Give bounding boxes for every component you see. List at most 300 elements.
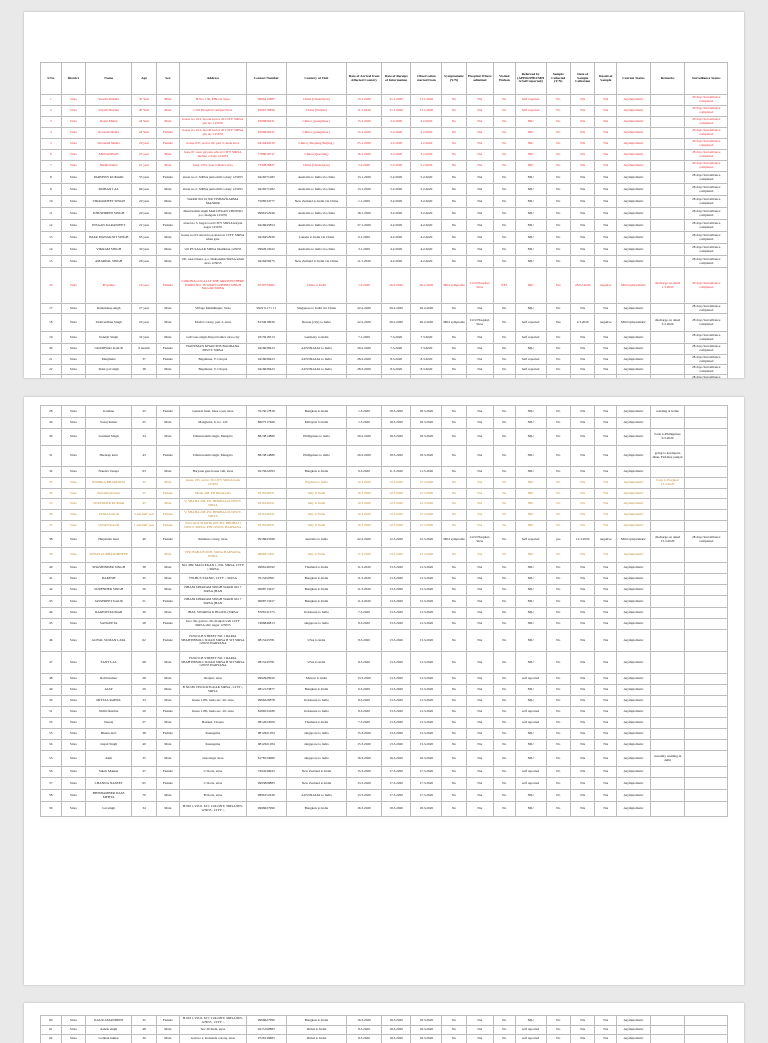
table-cell: Australia to India via china [286,220,346,232]
table-cell: CORONA LOCALLY SHE ARRIVED HERE WARD NO. 18 SHAH GOBIND SINGH NAGAR SIRSA [179,268,246,304]
table-cell: NA [466,696,493,707]
table-cell: NA [466,418,493,429]
table-cell: No [442,790,466,802]
table-cell: 9416571282 [246,172,286,184]
table-cell: 28 days Surveillance completed [685,304,728,314]
table-cell [685,778,728,790]
table-cell: 17.3.2020 [381,767,411,778]
table-cell: 13.3.2020 [411,548,442,563]
table-cell: No [493,139,515,150]
table-row [41,375,728,379]
table-cell: negative [595,314,617,332]
table-cell: B NO 86 VPO KOTGUAR SIRSA , CITY :, SIRSA [179,685,246,696]
table-row [41,510,728,521]
table-cell: No [546,128,570,139]
table-cell: Self reported [515,332,546,344]
table-cell: NA [466,790,493,802]
contact-tracing-table-page-1 [40,62,728,378]
table-cell: No [442,740,466,751]
table-cell: No [493,304,515,314]
table-cell [650,685,685,696]
table-cell: Nandev Taneja [86,467,132,478]
table-cell: NIU [515,268,546,304]
table-cell: NA [595,767,617,778]
table-cell: 18.3.2020 [381,1026,411,1035]
table-cell: vill. nasri bhera, p.o. bhabandhu SIRSA tehsil sirsa 125055 [179,256,246,268]
table-cell [411,375,442,379]
table-cell: V. SHAHA 208, PO. BHOBALOI DISTT. SIRSA [179,510,246,521]
table-cell: singapore to india [286,751,346,767]
table-cell: Basauri, Chopta [179,718,246,729]
table-cell: No [546,244,570,256]
table-cell: 6.3.2020 [347,685,382,696]
table-cell: Female [156,344,179,355]
table-cell [685,1016,728,1026]
table-cell: 9922 6.171 11 [246,304,286,314]
table-cell: 16.3.2020 [347,1016,382,1026]
table-cell: 8.3.2020 [347,696,382,707]
table-cell: 26.2.2020 [381,268,411,304]
table-cell: Sirsa [61,718,85,729]
table-cell: AUSTRALIA to India [286,355,346,365]
table-cell: No [493,802,515,817]
table-cell: Rajan Mehta [86,117,132,128]
table-cell: Asymptomatic [617,596,650,608]
table-cell: 56 [41,767,62,778]
table-row [41,418,728,429]
table-row [41,696,728,707]
table-cell: Asymptomatic [617,790,650,802]
table-cell: VIKRAMJEET SINGH [86,196,132,208]
table-cell: NA [595,478,617,489]
table-cell: 35 [132,574,156,585]
table-cell: No [442,208,466,220]
table-cell: Asymptomatic [617,365,650,375]
table-row [41,406,728,418]
table-cell: 9 [41,184,62,196]
table-cell: Bangkok to India [286,406,346,418]
column-header: Sample Collected (Y/N) [546,63,570,95]
table-cell [685,521,728,532]
table-cell: 17.3.2020 [381,790,411,802]
table-cell: 13.3.2020 [411,563,442,574]
table-cell: 13.3.2020 [411,740,442,751]
table-cell: USA to india [286,652,346,674]
table-cell: 13.3.2020 [347,674,382,685]
table-cell: NA [570,418,594,429]
table-cell: New Zealand to India [286,778,346,790]
table-cell: residing at home [650,406,685,418]
column-header: Age [132,63,156,95]
table-cell [685,499,728,510]
table-cell: 49 [41,685,62,696]
table-cell: Sirsa [61,790,85,802]
table-cell: NIU [515,499,546,510]
table-cell: NA [466,510,493,521]
table-cell: 12.3.2020 [381,499,411,510]
table-cell: Sirsa [61,208,85,220]
table-cell: h.no. 96, gali no. 06, manjab well CITY SIRSA shiv nagar 125055 [179,619,246,630]
table-cell: No [493,585,515,596]
table-cell: Sirsa [61,478,85,489]
table-cell: Asymptomatic [617,510,650,521]
table-cell: 28 days Surveillance completed [685,232,728,244]
table-row [41,596,728,608]
table-cell: No [493,707,515,718]
table-cell: NA [466,196,493,208]
table-cell: USA to india [286,630,346,652]
table-cell: 9.3.2020 [347,467,382,478]
table-cell: 13.3.2020 [411,652,442,674]
table-cell: NA [595,446,617,467]
table-cell: 63 [132,467,156,478]
table-cell: 13.3.2020 [381,585,411,596]
table-cell [650,696,685,707]
table-cell [546,375,570,379]
table-cell: Italy to India [286,510,346,521]
table-cell: 17.3.2020 [411,790,442,802]
table-cell [650,244,685,256]
table-cell: 21 [41,355,62,365]
table-cell: NA [595,128,617,139]
table-cell: No [493,418,515,429]
table-cell: Bangkok to India [286,467,346,478]
table-row [41,802,728,817]
table-cell: self reported [515,1026,546,1035]
table-cell: VIKRAM SINGH [86,244,132,256]
table-cell: 8.3.2020 [381,355,411,365]
table-cell: NIU [515,184,546,196]
table-cell [650,718,685,729]
table-cell: 9306656431 [246,128,286,139]
table-cell: 18.3.2020 [411,1026,442,1035]
table-cell: back to England 12.3.2020 [650,478,685,489]
table-cell [650,1016,685,1026]
table-cell [685,489,728,499]
table-cell: Amit [86,751,132,767]
table-cell: NA [595,139,617,150]
table-cell: 13.3.2020 [381,563,411,574]
table-cell [650,802,685,817]
table-cell: 20 year [132,139,156,150]
table-cell: No [546,467,570,478]
table-cell: JASAN KAUR [86,521,132,532]
table-cell: 13.3.2020 [411,685,442,696]
table-cell: Male [156,232,179,244]
column-header: Contact Number [246,63,286,95]
table-cell: NA [570,521,594,532]
table-cell: Asymptomatic [617,304,650,314]
table-cell: Neeraj [86,718,132,729]
column-header: Visited Wuhan [493,63,515,95]
table-cell: 9316140521 [246,510,286,521]
table-cell: 9918643398 [246,532,286,548]
table-cell [650,365,685,375]
table-cell: No [493,478,515,489]
table-cell: No [546,563,570,574]
table-cell: Bangkok to India [286,596,346,608]
table-cell: Male [156,751,179,767]
table-cell: 4.2.2020 [381,244,411,256]
table-cell: 5.2.2020 [411,172,442,184]
table-cell: Asymptomatic [617,489,650,499]
table-cell: Sonaj kumar [86,418,132,429]
table-cell: PARVEEN KUMARI [86,172,132,184]
table-cell: Sirsa [61,95,85,106]
table-cell: 17.3.2020 [411,778,442,790]
table-cell: 18.1.2020 [347,208,382,220]
table-cell: NA [466,208,493,220]
table-cell: 8.3.2020 [411,355,442,365]
table-cell: New Zealand to India via China [286,256,346,268]
table-cell: Sirsa [61,244,85,256]
table-cell: No [493,355,515,365]
table-cell: No [546,355,570,365]
table-cell: Asymptomatic [617,161,650,172]
table-cell: NA [595,1035,617,1043]
table-cell: General basti, hisar road, sirsa [179,406,246,418]
table-cell: Lal singh [86,802,132,817]
table-cell: 29.2.2020 [347,429,382,446]
table-cell: 38 [132,729,156,740]
table-cell: 28 days Surveillance completed [685,365,728,375]
table-cell: Mild symptomatic [617,532,650,548]
table-cell: No [442,751,466,767]
table-cell: 35 [41,499,62,510]
table-cell: No [493,532,515,548]
table-cell: No [546,139,570,150]
column-header: Date of Arrival from Affected Country [347,63,382,95]
table-cell: NA [595,256,617,268]
table-cell: Asymptomatic [617,220,650,232]
table-cell: 2 [41,106,62,117]
table-cell: Krishna [86,406,132,418]
table-cell: NA [466,1016,493,1026]
table-cell: NA [595,1026,617,1035]
table-cell: 9996212885 [246,95,286,106]
table-cell: 7330818837 [246,161,286,172]
table-cell: No [493,95,515,106]
table-cell: NA [570,117,594,128]
table-cell: singapore to india [286,729,346,740]
table-cell: 13.3.2020 [411,608,442,619]
table-row [41,429,728,446]
table-cell: 11.3.2020 [347,585,382,596]
table-cell: 12.3.2020 [381,478,411,489]
table-cell: 37 [41,521,62,532]
table-cell: No [546,585,570,596]
table-cell: No [442,344,466,355]
table-cell [650,467,685,478]
table-cell: NA [595,608,617,619]
table-cell: Asymptomatic [617,696,650,707]
table-cell: 18.3.2020 [381,1035,411,1043]
table-cell: Asymptomatic [617,499,650,510]
table-cell: No [546,499,570,510]
table-cell: No [493,596,515,608]
table-cell [156,375,179,379]
table-cell: 4.2.2020 [411,244,442,256]
table-cell: Bangkok to India [286,585,346,596]
table-cell: NA [570,499,594,510]
table-cell: NA [570,767,594,778]
table-cell: 29 [132,685,156,696]
column-header: Referred by (APHO/PHO/MHA/Self reported) [515,63,546,95]
table-cell: 1.3.2020 [347,406,382,418]
table-cell: 9996675811 [246,548,286,563]
table-cell: street no 2, SIRSA janta mili colony 125055 [179,172,246,184]
table-cell: 53 [41,729,62,740]
table-row [41,630,728,652]
table-cell: house no. 612, hooda sector 20 CITY SIRSA pin no. 125055 [179,117,246,128]
table-cell: Male [156,365,179,375]
table-cell: 15.3.2020 [347,729,382,740]
table-cell: No [442,196,466,208]
table-cell: 28 days Surveillance completed [685,139,728,150]
table-cell: 26.2.2020 [381,314,411,332]
table-cell: NA [466,718,493,729]
table-cell: 31.1.2020 [411,95,442,106]
table-cell: No [546,184,570,196]
table-cell: 15.1.2020 [347,117,382,128]
table-cell: NIU [515,802,546,817]
table-cell: Asymptomatic [617,106,650,117]
table-cell: 27.1.2020 [347,220,382,232]
table-cell: No [442,478,466,489]
table-cell: YES [493,268,515,304]
table-cell: 7 [41,161,62,172]
table-cell: NA [595,802,617,817]
column-header: Date of Sample Collection [570,63,594,95]
table-cell: No [493,106,515,117]
table-cell: Male [156,740,179,751]
table-cell: Sirsa [61,172,85,184]
table-cell: Asymptomatic [617,429,650,446]
table-cell: Male [156,499,179,510]
table-cell: Asymptomatic [617,1035,650,1043]
table-cell: NA [466,95,493,106]
table-cell: Asymptomatic [617,150,650,161]
table-cell: Female [156,139,179,150]
table-cell: SANGEETA [86,619,132,630]
table-cell: No [493,778,515,790]
table-row [41,619,728,630]
table-cell: NA [595,244,617,256]
table-cell: NA [466,355,493,365]
table-cell [650,563,685,574]
table-cell: No [546,406,570,418]
table-cell: 7.3.2020 [381,344,411,355]
table-cell: NA [595,150,617,161]
table-cell: Sirsa [61,510,85,521]
table-cell: NA [570,696,594,707]
table-cell: Male [156,244,179,256]
table-cell: No [546,619,570,630]
table-cell: Sirsa [61,196,85,208]
table-cell: 9812624509 [246,718,286,729]
table-cell: 13.3.2020 [411,718,442,729]
table-cell: No [493,1026,515,1035]
table-cell: No [442,304,466,314]
table-cell: Gill vaas singh dhayal baldev sirsa city [179,332,246,344]
table-cell: Male [156,674,179,685]
table-cell: Sirsa [61,778,85,790]
table-cell: Female [156,532,179,548]
table-cell: Sirsa [61,106,85,117]
table-cell: 28 days Surveillance completed [685,95,728,106]
table-cell: No [546,674,570,685]
table-cell: 18.3.2020 [411,446,442,467]
table-cell [685,1026,728,1035]
table-cell: No [493,314,515,332]
table-cell: NA [570,596,594,608]
table-cell: No [546,1016,570,1026]
table-cell: 8607517469 [246,418,286,429]
table-cell: Male [156,208,179,220]
table-cell: NA [466,478,493,489]
table-cell: NA [466,548,493,563]
table-cell: 29.2.2020 [381,304,411,314]
table-cell: Civil Hospital, Sirsa [466,268,493,304]
table-cell: 16.1.2020 [347,150,382,161]
table-cell [685,406,728,418]
table-cell: 18.3.2020 [411,1035,442,1043]
table-cell: NIU [515,1016,546,1026]
table-cell: 9306656431 [246,117,286,128]
table-cell: NA [595,1016,617,1026]
table-cell: No [493,220,515,232]
table-cell: Sirsa [61,344,85,355]
table-cell: 13.3.2020 [411,574,442,585]
table-cell: NA [466,232,493,244]
table-cell: NA [466,117,493,128]
table-cell: 18.3.2020 [381,429,411,446]
table-cell: 25 [132,418,156,429]
table-cell: 5.2.2020 [411,161,442,172]
table-cell: 11 [41,208,62,220]
table-cell: NA [595,365,617,375]
table-cell: NA [595,467,617,478]
table-row [41,220,728,232]
table-cell: No [493,790,515,802]
table-cell: 32 [132,1016,156,1026]
table-row [41,608,728,619]
table-cell: 9215922093 [246,467,286,478]
table-cell: NA [595,117,617,128]
table-cell: No [546,220,570,232]
table-row [41,521,728,532]
table-cell: 2.2.2020 [411,128,442,139]
table-cell [685,630,728,652]
table-cell: NIU [515,596,546,608]
table-cell: No [546,446,570,467]
table-cell: Malaysia to india [286,418,346,429]
table-cell: 9215190883 [246,1026,286,1035]
table-cell: Singapore to India via China [286,304,346,314]
table-cell: 13.3.2020 [381,685,411,696]
table-cell: IMAR MANAKJOT SINGH [86,232,132,244]
table-cell: 9728139883 [246,1035,286,1043]
table-cell: 1.2.2020 [347,268,382,304]
table-cell: Sirsa [61,767,85,778]
table-cell: 15.3.2020 [347,740,382,751]
table-cell: NA [570,106,594,117]
table-cell: Sirsa [61,685,85,696]
table-cell: Muscat to india [286,674,346,685]
table-cell: NIU [515,574,546,585]
table-cell: Sec 20 huda, sirsa [179,1026,246,1035]
table-cell: Asymptomatic [617,355,650,365]
